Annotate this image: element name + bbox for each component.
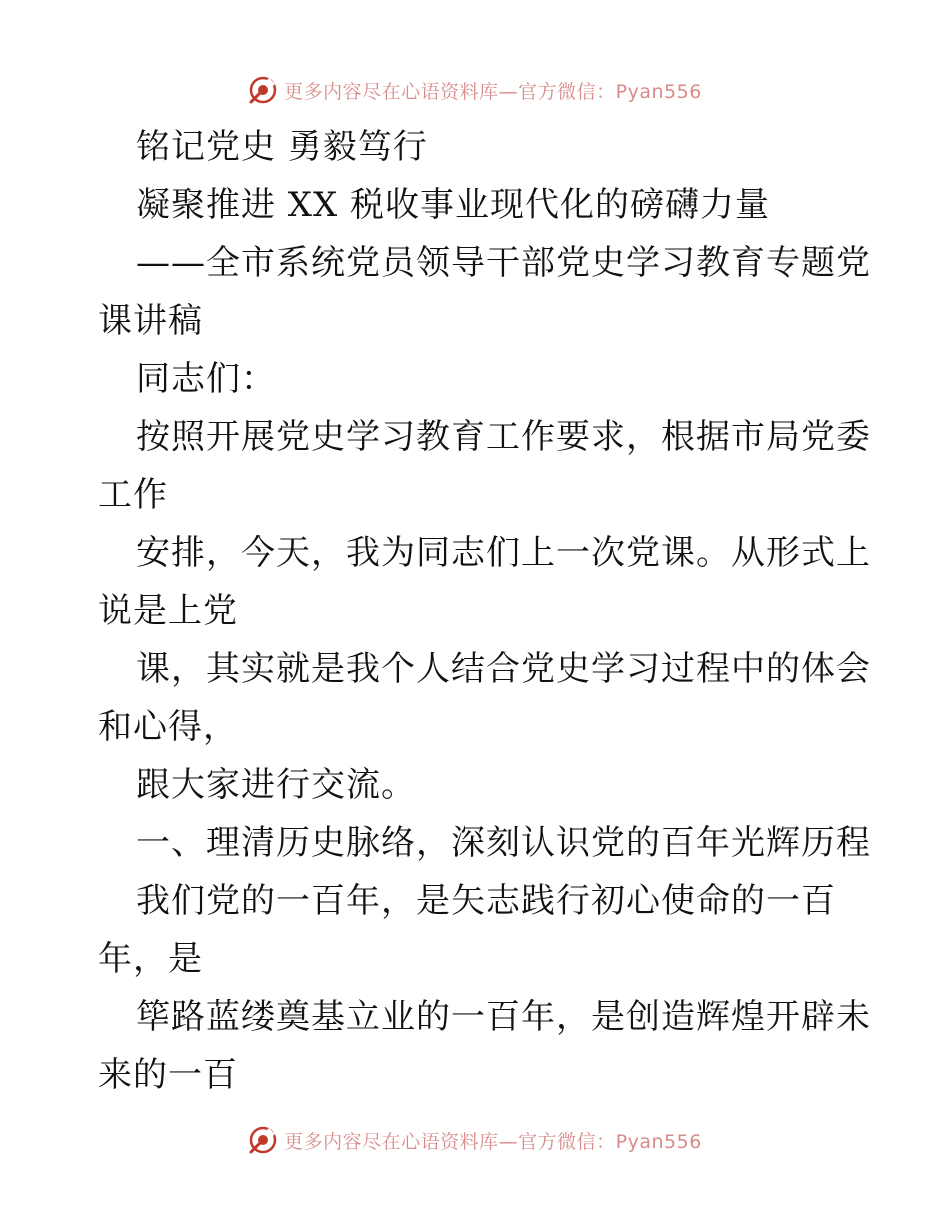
text-line: 按照开展党史学习教育工作要求，根据市局党委 [136, 417, 871, 457]
text-line: 安排，今天，我为同志们上一次党课。从形式上 [136, 533, 871, 573]
watermark-text: 更多内容尽在心语资料库—官方微信：Pyan556 [284, 1130, 702, 1153]
pen-logo-icon [248, 1125, 278, 1155]
watermark-text: 更多内容尽在心语资料库—官方微信：Pyan556 [284, 80, 702, 103]
text-line: 我们党的一百年，是矢志践行初心使命的一百 [136, 881, 836, 921]
text-line: 工作 [98, 475, 168, 515]
text-line: 同志们： [136, 359, 276, 399]
text-line: 铭记党史 勇毅笃行 [136, 127, 428, 167]
header-watermark [0, 73, 950, 107]
pen-logo-icon [248, 75, 278, 105]
document-body [98, 118, 871, 1104]
text-line: 课讲稿 [98, 301, 203, 341]
text-line: 说是上党 [98, 591, 238, 631]
text-line: 课，其实就是我个人结合党史学习过程中的体会 [136, 649, 871, 689]
text-line: 年，是 [98, 939, 203, 979]
footer-watermark [0, 1123, 950, 1157]
text-line: 和心得， [98, 707, 238, 747]
text-line: 凝聚推进 XX 税收事业现代化的磅礴力量 [136, 185, 771, 225]
text-line: ——全市系统党员领导干部党史学习教育专题党 [136, 243, 871, 283]
text-line: 来的一百 [98, 1055, 238, 1095]
text-line: 跟大家进行交流。 [136, 765, 416, 805]
text-line: 一、理清历史脉络，深刻认识党的百年光辉历程 [136, 823, 871, 863]
text-line: 筚路蓝缕奠基立业的一百年，是创造辉煌开辟未 [136, 997, 871, 1037]
